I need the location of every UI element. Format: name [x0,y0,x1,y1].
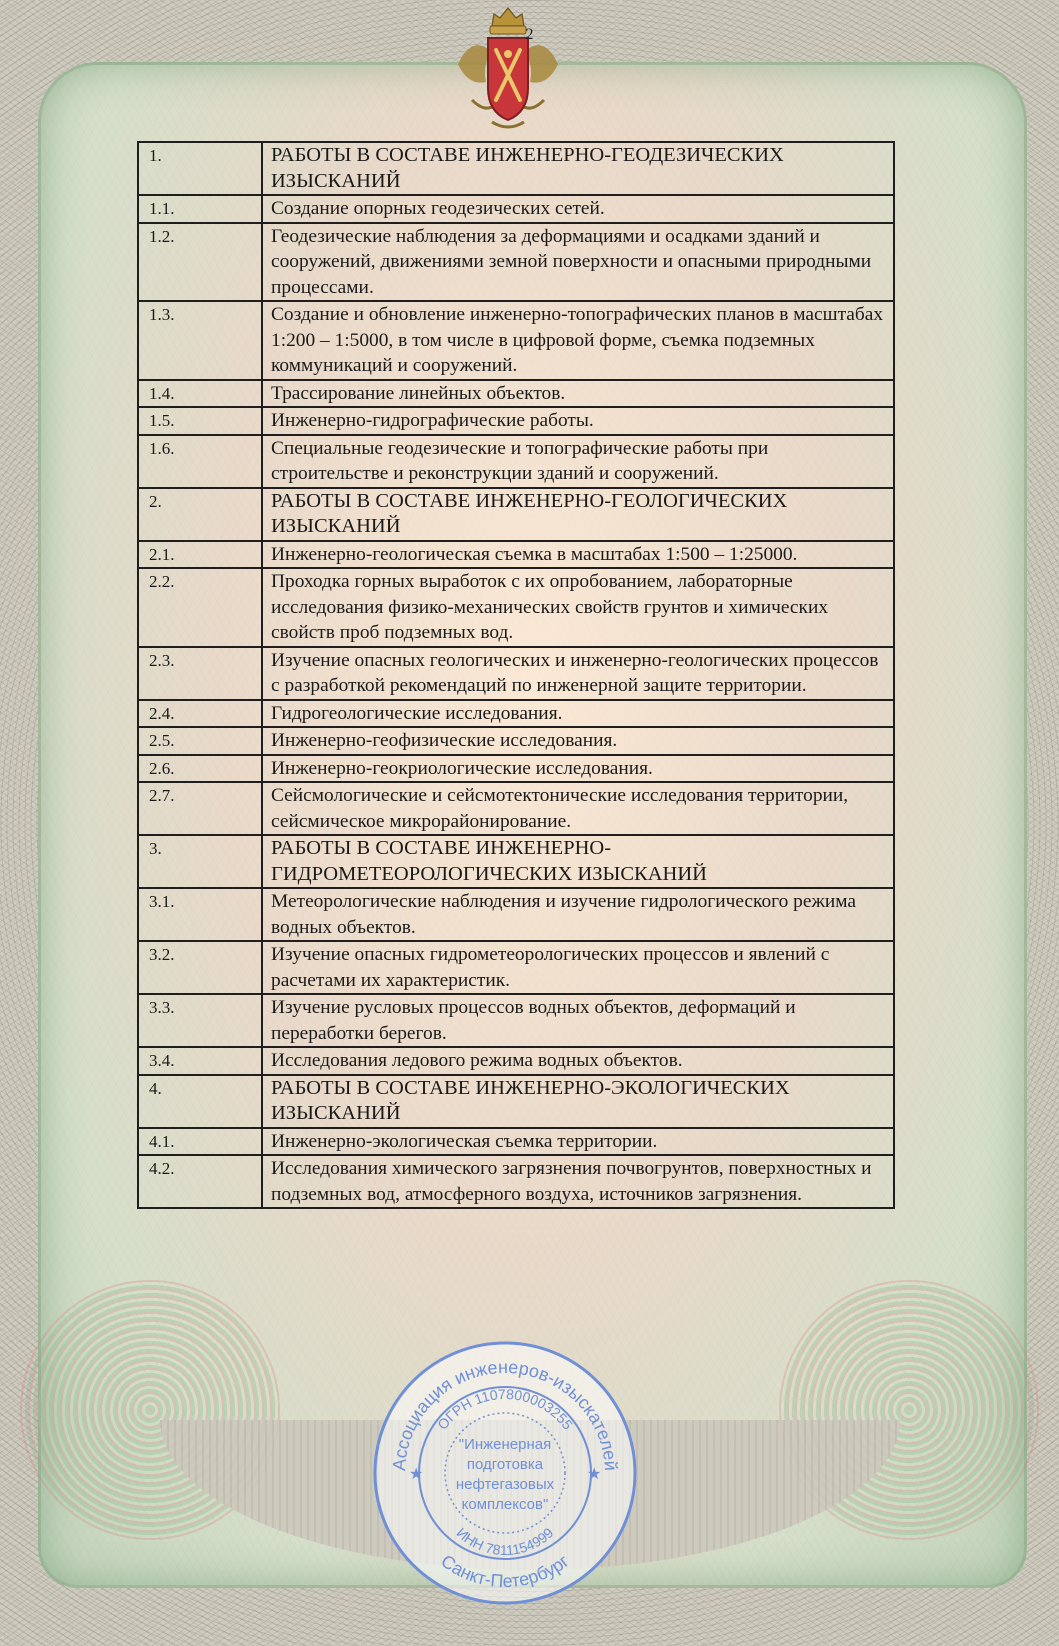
work-description: Инженерно-экологическая съемка территории. [262,1128,894,1156]
row-number: 2.5. [138,727,262,755]
works-table [137,141,895,1209]
table-row [138,223,894,302]
work-description: Инженерно-геофизические исследования. [262,727,894,755]
work-description: Проходка горных выработок с их опробованием, лабораторные исследования физико-механических свойств грунтов и химических свойств проб подземных вод. [262,568,894,647]
row-number: 2.6. [138,755,262,783]
seal-center-line-3: нефтегазовых [455,1476,555,1493]
row-number: 2.4. [138,700,262,728]
row-number: 2.2. [138,568,262,647]
row-number: 3.2. [138,941,262,994]
work-description: Изучение опасных гидрометеорологических процессов и явлений с расчетами их характеристик. [262,941,894,994]
work-description: Геодезические наблюдения за деформациями и осадками зданий и сооружений, движениями земной поверхности и опасными природными процессами. [262,223,894,302]
row-number: 2.1. [138,541,262,569]
association-seal [369,1337,641,1609]
coat-of-arms-emblem [452,4,564,136]
seal-center-line-1: "Инженерная [458,1436,552,1453]
work-description: Инженерно-геологическая съемка в масштабах 1:500 – 1:25000. [262,541,894,569]
row-number: 3. [138,835,262,888]
seal-outer-top: Ассоциация инженеров-изыскателей [388,1356,622,1472]
section-row [138,488,894,541]
table-row [138,568,894,647]
section-title: РАБОТЫ В СОСТАВЕ ИНЖЕНЕРНО-ГЕОДЕЗИЧЕСКИХ ИЗЫСКАНИЙ [262,142,894,195]
page-number: 2 [525,26,534,43]
table-row [138,1047,894,1075]
table-row [138,195,894,223]
table-row [138,727,894,755]
work-description: Инженерно-гидрографические работы. [262,407,894,435]
row-number: 1.2. [138,223,262,302]
table-row [138,1155,894,1208]
row-number: 2.7. [138,782,262,835]
seal-city: Санкт-Петербург [437,1550,573,1592]
row-number: 3.4. [138,1047,262,1075]
row-number: 1.3. [138,301,262,380]
table-row [138,941,894,994]
work-description: Изучение опасных геологических и инженерно-геологических процессов с разработкой рекомендаций по инженерной защите территории. [262,647,894,700]
work-description: Создание и обновление инженерно-топографических планов в масштабах 1:200 – 1:5000, в том числе в цифровой форме, съемка подземных коммуникаций и сооружений. [262,301,894,380]
section-row [138,1075,894,1128]
table-row [138,1128,894,1156]
row-number: 1.1. [138,195,262,223]
row-number: 2. [138,488,262,541]
work-description: Метеорологические наблюдения и изучение гидрологического режима водных объектов. [262,888,894,941]
seal-ogrn: ОГРН 1107800003255 [434,1385,577,1433]
row-number: 1.6. [138,435,262,488]
row-number: 1.5. [138,407,262,435]
section-title: РАБОТЫ В СОСТАВЕ ИНЖЕНЕРНО-ЭКОЛОГИЧЕСКИХ ИЗЫСКАНИЙ [262,1075,894,1128]
work-description: Изучение русловых процессов водных объектов, деформаций и переработки берегов. [262,994,894,1047]
work-description: Сейсмологические и сейсмотектонические исследования территории, сейсмическое микрорайонирование. [262,782,894,835]
section-title: РАБОТЫ В СОСТАВЕ ИНЖЕНЕРНО-ГЕОЛОГИЧЕСКИХ ИЗЫСКАНИЙ [262,488,894,541]
row-number: 1. [138,142,262,195]
table-row [138,888,894,941]
section-title: РАБОТЫ В СОСТАВЕ ИНЖЕНЕРНО-ГИДРОМЕТЕОРОЛОГИЧЕСКИХ ИЗЫСКАНИЙ [262,835,894,888]
row-number: 3.1. [138,888,262,941]
row-number: 1.4. [138,380,262,408]
row-number: 2.3. [138,647,262,700]
table-row [138,755,894,783]
seal-inn: ИНН 7811154999 [453,1524,557,1559]
work-description: Гидрогеологические исследования. [262,700,894,728]
work-description: Трассирование линейных объектов. [262,380,894,408]
seal-star-right-icon: ★ [587,1466,602,1483]
row-number: 4. [138,1075,262,1128]
table-row [138,541,894,569]
table-row [138,647,894,700]
row-number: 4.2. [138,1155,262,1208]
table-row [138,435,894,488]
work-description: Исследования ледового режима водных объектов. [262,1047,894,1075]
work-description: Исследования химического загрязнения почвогрунтов, поверхностных и подземных вод, атмосферного воздуха, источников загрязнения. [262,1155,894,1208]
table-row [138,700,894,728]
table-row [138,407,894,435]
work-description: Специальные геодезические и топографические работы при строительстве и реконструкции зданий и сооружений. [262,435,894,488]
table-row [138,782,894,835]
section-row [138,142,894,195]
row-number: 3.3. [138,994,262,1047]
seal-star-left-icon: ★ [409,1466,424,1483]
row-number: 4.1. [138,1128,262,1156]
table-row [138,380,894,408]
seal-center-line-2: подготовка [466,1456,544,1473]
seal-center-line-4: комплексов" [461,1496,549,1513]
table-row [138,994,894,1047]
table-row [138,301,894,380]
work-description: Создание опорных геодезических сетей. [262,195,894,223]
section-row [138,835,894,888]
work-description: Инженерно-геокриологические исследования. [262,755,894,783]
